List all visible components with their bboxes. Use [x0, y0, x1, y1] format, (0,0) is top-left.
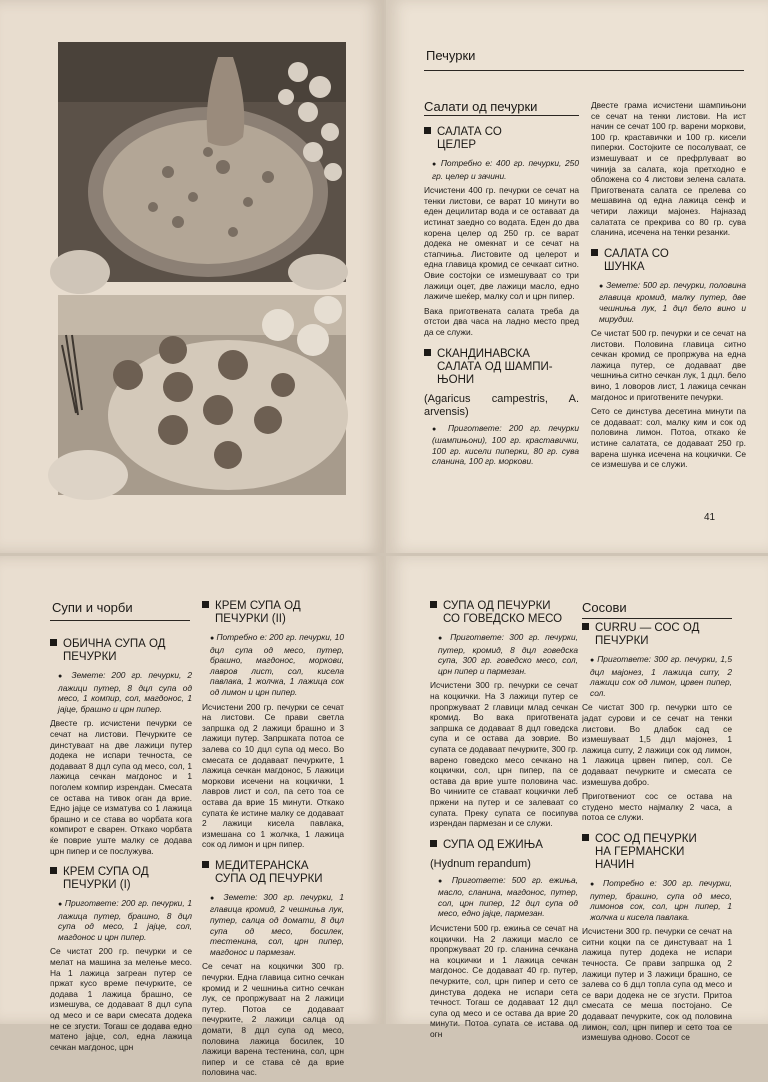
- header-rule: [50, 620, 190, 621]
- page-sauces: [386, 556, 768, 1043]
- ingredients: ● Земете: 500 гр. печурки, половина главица кромид, малку путер, две чешниња лук, 1 дцл бело вино и мирудии.: [591, 280, 746, 324]
- recipe-text: Двесте гр. исчистени печурки се сечат на листови. Печурките се динстуваат на две лажици путер додека не испари течноста, се додаваат 8 дцл супа од месо, сол, 1 лажица сечкан магдонос и 1 поголем компир изрендан. Смесата се остава на тивок оган да врие. Едно јајце се изматува со 1 лажица брашно и се става во чорбата кога компирот е сварен. Откако чорбата ќе поврие уште малку се додава црн пипер и се послужува.: [50, 718, 192, 856]
- photo-mushroom-pie: [58, 42, 346, 282]
- recipe-title: СКАНДИНАВСКА САЛАТА ОД ШАМПИ- ЊОНИ: [424, 348, 579, 387]
- latin-name: (Agaricus campestris, A. arvensis): [424, 392, 579, 418]
- page-soups: [0, 556, 384, 1078]
- ingredients: ● Пригответе: 300 гр. печурки, путер, кромид, 8 дцл говедска супа, 300 гр. говедско месо, сол, црн пипер и пармезан.: [430, 632, 578, 676]
- ingredients: ● Пригответе: 200 гр. печурки, 1 лажица путер, брашно, 8 дцл супа од месо, 1 јајце, сол, магдонос и црн пипер.: [50, 898, 192, 942]
- bullet-square-icon: [50, 867, 57, 874]
- bullet-square-icon: [202, 861, 209, 868]
- bullet-square-icon: [424, 349, 431, 356]
- page-41: [386, 0, 768, 553]
- recipe-title: САЛАТА СО ШУНКА: [591, 248, 746, 274]
- mushroom-pie-image: [58, 42, 346, 282]
- recipe-text: Исчистени 400 гр. печурки се сечат на тенки листови, се варат 10 минути во еден децилитар вода и се оставаат да истинат заедно со водата. Еден до два корена целер од 250 гр. се варат додека не омекнат и се сечат на стапчиња. Листовите од целерот и една главица кромид се сечкаат ситно. Овие состојки се измешуваат со три лажици оцет, две лажици масло, едно лажиче шеќер, малку сол и црн пипер.: [424, 185, 579, 302]
- recipe-title: КРЕМ СУПА ОД ПЕЧУРКИ (I): [50, 866, 192, 892]
- recipe-title: СУПА ОД ПЕЧУРКИ СО ГОВЕДСКО МЕСО: [430, 600, 578, 626]
- header-rule: [424, 70, 744, 71]
- chapter-header: Сосови: [582, 600, 627, 615]
- ingredients: ● Пригответе: 500 гр. ежиња, масло, сланина, магдонос, путер, сол, црн пипер, 12 дцл супа од месо, едно јајце, пармезан.: [430, 875, 578, 919]
- recipe-title: СУПА ОД ЕЖИЊА: [430, 839, 578, 852]
- bullet-square-icon: [202, 601, 209, 608]
- bullet-square-icon: [430, 601, 437, 608]
- recipe-text: Се сечат на коцкички 300 гр. печурки. Една главица ситно сечкан кромид и 2 чешниња ситно сечкан лук, се пропржуваат на 2 лажици путер. Потоа се додаваат печурките, 2 лажици салца од домати, 8 дцл супа од месо, половина лажица босилек, 10 лажици варена тестенина, сол, црн пипер и се става сè да врие половина час.: [202, 961, 344, 1078]
- bullet-square-icon: [430, 840, 437, 847]
- recipe-text: Вака приготвената салата треба да отстои два часа на ладно место пред да се служи.: [424, 305, 579, 337]
- column-right: [202, 590, 344, 1082]
- column-right: [591, 100, 746, 474]
- bullet-square-icon: [424, 127, 431, 134]
- column-left: [430, 590, 578, 1044]
- recipe-text: Се чистат 200 гр. печурки и се мелат на машина за мелење месо. На 1 лажица загреан путер се пржат кусо време печурките, се додава 1 лажица брашно, се измешува, се додаваат 8 дцл супа од месо и се вари смесата додека не се згусти. Тогаш се додава едно матено јајце, сол, една лажица сечкан магдонос, црн: [50, 946, 192, 1052]
- ingredients: ● Потребно е: 400 гр. печурки, 250 гр. целер и зачини.: [424, 158, 579, 181]
- recipe-title: МЕДИТЕРАНСКА СУПА ОД ПЕЧУРКИ: [202, 860, 344, 886]
- bullet-square-icon: [591, 249, 598, 256]
- ingredients: ● Земете: 200 гр. печурки, 2 лажици путер, 8 дцл супа од месо, 1 компир, сол, магдонос, 1 јајце, брашно и црн пипер.: [50, 670, 192, 714]
- recipe-title: СОС ОД ПЕЧУРКИ НА ГЕРМАНСКИ НАЧИН: [582, 833, 732, 872]
- recipe-text: Сето се динстува десетина минути па се додаваат: сол, малку ким и сок од половина лимон. Потоа, откако ќе истине салатата, се додаваат 250 гр. варена шунка исечена на коцкички. Се се измешува и се служи.: [591, 406, 746, 470]
- recipe-text: Се чистат 300 гр. печурки што се јадат сурови и се сечат на тенки листови. Во длабок сад се измешуваат 1,5 дцл мајонез, 1 лажица curry, 2 лажици сок од лимон, 1 лажица црвен пипер, сол. Се додаваат печурките и смесата се измешува добро.: [582, 702, 732, 787]
- recipe-text: Приготвениот сос се остава на студено место најмалку 2 часа, а потоа се служи.: [582, 791, 732, 823]
- page-number: 41: [704, 512, 716, 523]
- recipe-text: Исчистени 200 гр. печурки се сечат на листови. Се прави светла запршка од 2 лажици брашно и 3 лажици путер. Запршката потоа се залева со 10 дцл супа од месо. Во смесата се додаваат печурките, 1 лажица сечкан магдонос, 5 лажици моркови исечени на коцкички, 1 лавров лист и сол, па сето тоа се остава да врие 15 минути. Откако супата ќе истине малку се додаваат 2 лажици кисела павлака, измешана со 1 жолчка, 1 лажица сок од лимон и црн пипер.: [202, 701, 344, 850]
- ingredients: ● Пригответе: 200 гр. печурки (шампињони), 100 гр. краставички, 100 гр. кисели пиперки, 80 гр. сува сланина, 100 гр. моркови.: [424, 423, 579, 467]
- recipe-text: Исчистени 300 гр. печурки се сечат на коцкички. На 3 лажици путер се пропржуваат 2 главици млад сечкан кромид. Во вака приготвената запршка се додаваат 8 дцл говедска супа и се остава да зоврие. Во супата се додаваат печурките, 300 гр. варено говедско месо сечкано на коцкички, сол, црн пипер, па се остава да врие уште половина час. Во чиниите се ставаат коцкички леб пржени на путер и се залеваат со супата. Преку супата се посипува изрендан пармезан и се служи.: [430, 680, 578, 829]
- stuffed-mushrooms-image: [58, 295, 346, 495]
- column-left: [50, 628, 192, 1056]
- page-photos: [0, 0, 384, 553]
- bullet-square-icon: [582, 623, 589, 630]
- section-rule: [424, 115, 579, 116]
- column-right: [582, 612, 732, 1047]
- ingredients: ● Потребно е: 300 гр. печурки, путер, брашно, супа од месо, лимонов сок, сол, црн пипер, 1 жолчка и кисела павлака.: [582, 878, 732, 922]
- recipe-title: КРЕМ СУПА ОД ПЕЧУРКИ (II): [202, 600, 344, 626]
- column-left: [424, 100, 579, 471]
- ingredients: ● Пригответе: 300 гр. печурки, 1,5 дцл мајонез, 1 лажица curry, 2 лажици сок од лимон, црвен пипер, сол.: [582, 654, 732, 698]
- recipe-text: Двесте грама исчистени шампињони се сечат на тенки листови. На ист начин се сечат 100 гр. варени моркови, 100 гр. краставички и 100 гр. кисели пиперки. Состојките се посолуваат, се измешуваат и се префрлуваат во чинија за салата, која претходно е обложена со 4 листови зелена салата. Приготвената салата се прелева со мешавина од една лажица сенф и четири лажици мајонез. Најназад салатата се прекрива со 80 гр. сува сланина, исечена на тенки резанки.: [591, 100, 746, 238]
- photo-stuffed-mushrooms: [58, 295, 346, 495]
- chapter-header: Печурки: [426, 48, 476, 63]
- recipe-text: Исчистени 500 гр. ежиња се сечат на коцкички. На 2 лажици масло се пропржуваат 20 гр. сланина сечкана на коцкички и 1 лажица сечкан магдонос. Се додаваат 40 гр. путер, печурките, сол, црн пипер и сето се динстува додека не испари сета течност. Тогаш се додаваат 12 дцл супа од месо и се остава да врие 20 минути. Потоа супата се истава од огн: [430, 923, 578, 1039]
- section-title: Салати од печурки: [424, 99, 538, 114]
- recipe-title: ОБИЧНА СУПА ОД ПЕЧУРКИ: [50, 638, 192, 664]
- chapter-header: Супи и чорби: [52, 600, 133, 615]
- bullet-square-icon: [582, 834, 589, 841]
- latin-name: (Hydnum repandum): [430, 857, 531, 870]
- recipe-text: Се чистат 500 гр. печурки и се сечат на листови. Половина главица ситно сечкан кромид се пропржува на една лажица путер, се додаваат две чешниња ситно сечкан лук, 1 дцл. бело вино, 1 ловоров лист, 1 лажица сечкан магдонос и приготвените печурки.: [591, 328, 746, 402]
- ingredients: ● Потребно е: 200 гр. печурки, 10 дцл супа од месо, путер, брашно, магдонос, моркови, лавров лист, сол, кисела павлака, 1 жолчка, 1 лажица сок од лимон и црн пипер.: [202, 632, 344, 698]
- recipe-text: Исчистени 300 гр. печурки се сечат на ситни коцки па се динстуваат на 1 лажица путер додека не испари течноста. Се прави запршка од 2 лажици путер и 3 лажици брашно, се залева со 6 дцл топла супа од месо и се вари додека не се згусти. Притоа смесата се меша постојано. Се додаваат печурките, сок од половина лимон, сол, црн пипер и сето тоа се измешува одново. Сосот се: [582, 926, 732, 1043]
- bullet-square-icon: [50, 639, 57, 646]
- recipe-title: САЛАТА СО ЦЕЛЕР: [424, 126, 579, 152]
- recipe-title: CURRU — СОС ОД ПЕЧУРКИ: [582, 622, 732, 648]
- ingredients: ● Земете: 300 гр. печурки, 1 главица кромид, 2 чешниња лук, путер, салца од домати, 8 дцл супа од месо, босилек, тестенина, сол, црн пипер, магдонос и пармезан.: [202, 892, 344, 958]
